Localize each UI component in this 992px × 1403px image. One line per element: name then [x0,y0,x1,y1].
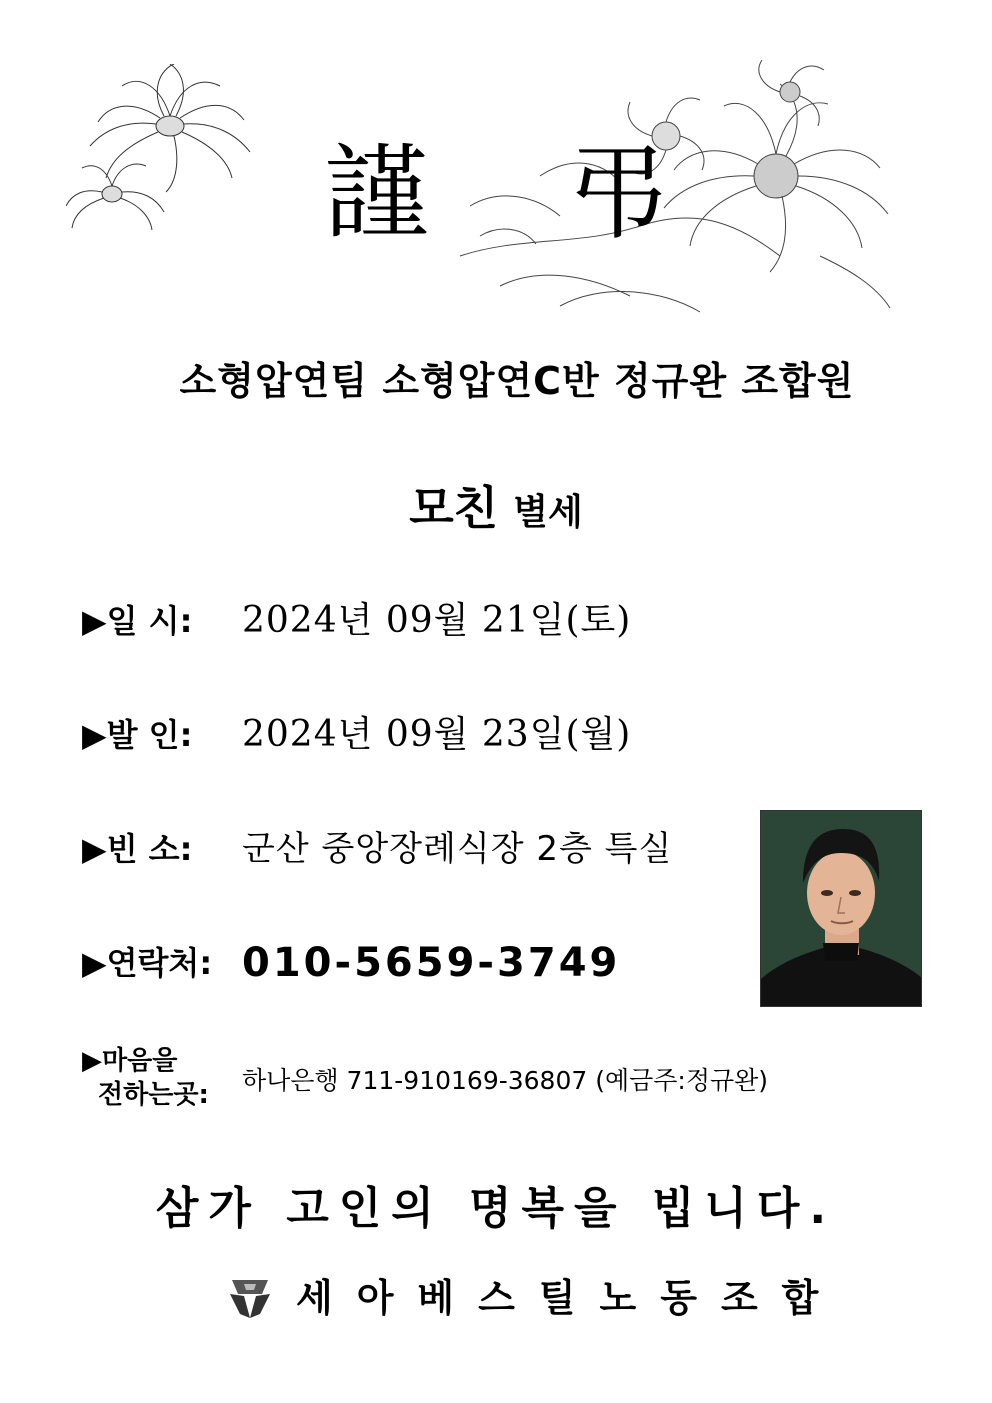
donation-label-line-2: 전하는곳: [98,1080,209,1110]
notice-event: 별세 [513,492,583,533]
notice-heading [0,472,992,538]
contact-label: ▶연락처: [82,944,213,982]
notice-relation: 모친 [409,481,499,535]
union-name: 세아베스틸노동조합 [296,1276,843,1320]
funeral-date-label: ▶일 시: [82,602,193,640]
funeral-date-value: 2024년 09월 21일(토) [242,600,632,641]
member-portrait-photo [760,810,922,1007]
contact-phone: 010-5659-3749 [242,940,621,986]
title-char-2: 弔 [566,132,671,254]
member-info: 소형압연팀 소형압연C반 정규완 조합원 [179,359,855,403]
burial-date-label: ▶발 인: [82,716,193,754]
condolence-message: 삼가 고인의 명복을 빕니다. [155,1183,837,1234]
donation-account-label [82,1044,209,1112]
donation-account-row [82,1044,842,1124]
burial-date-value: 2024년 09월 23일(월) [242,714,632,755]
union-logo-icon [226,1274,274,1322]
venue-value: 군산 중앙장례식장 2층 특실 [242,829,673,869]
title-char-1: 謹 [324,132,429,254]
venue-label: ▶빈 소: [82,830,193,868]
condolence-title [0,128,992,258]
donation-account-value: 하나은행 711-910169-36807 (예금주:정규완) [242,1066,769,1095]
donation-label-line-1: ▶마음을 [82,1046,178,1076]
